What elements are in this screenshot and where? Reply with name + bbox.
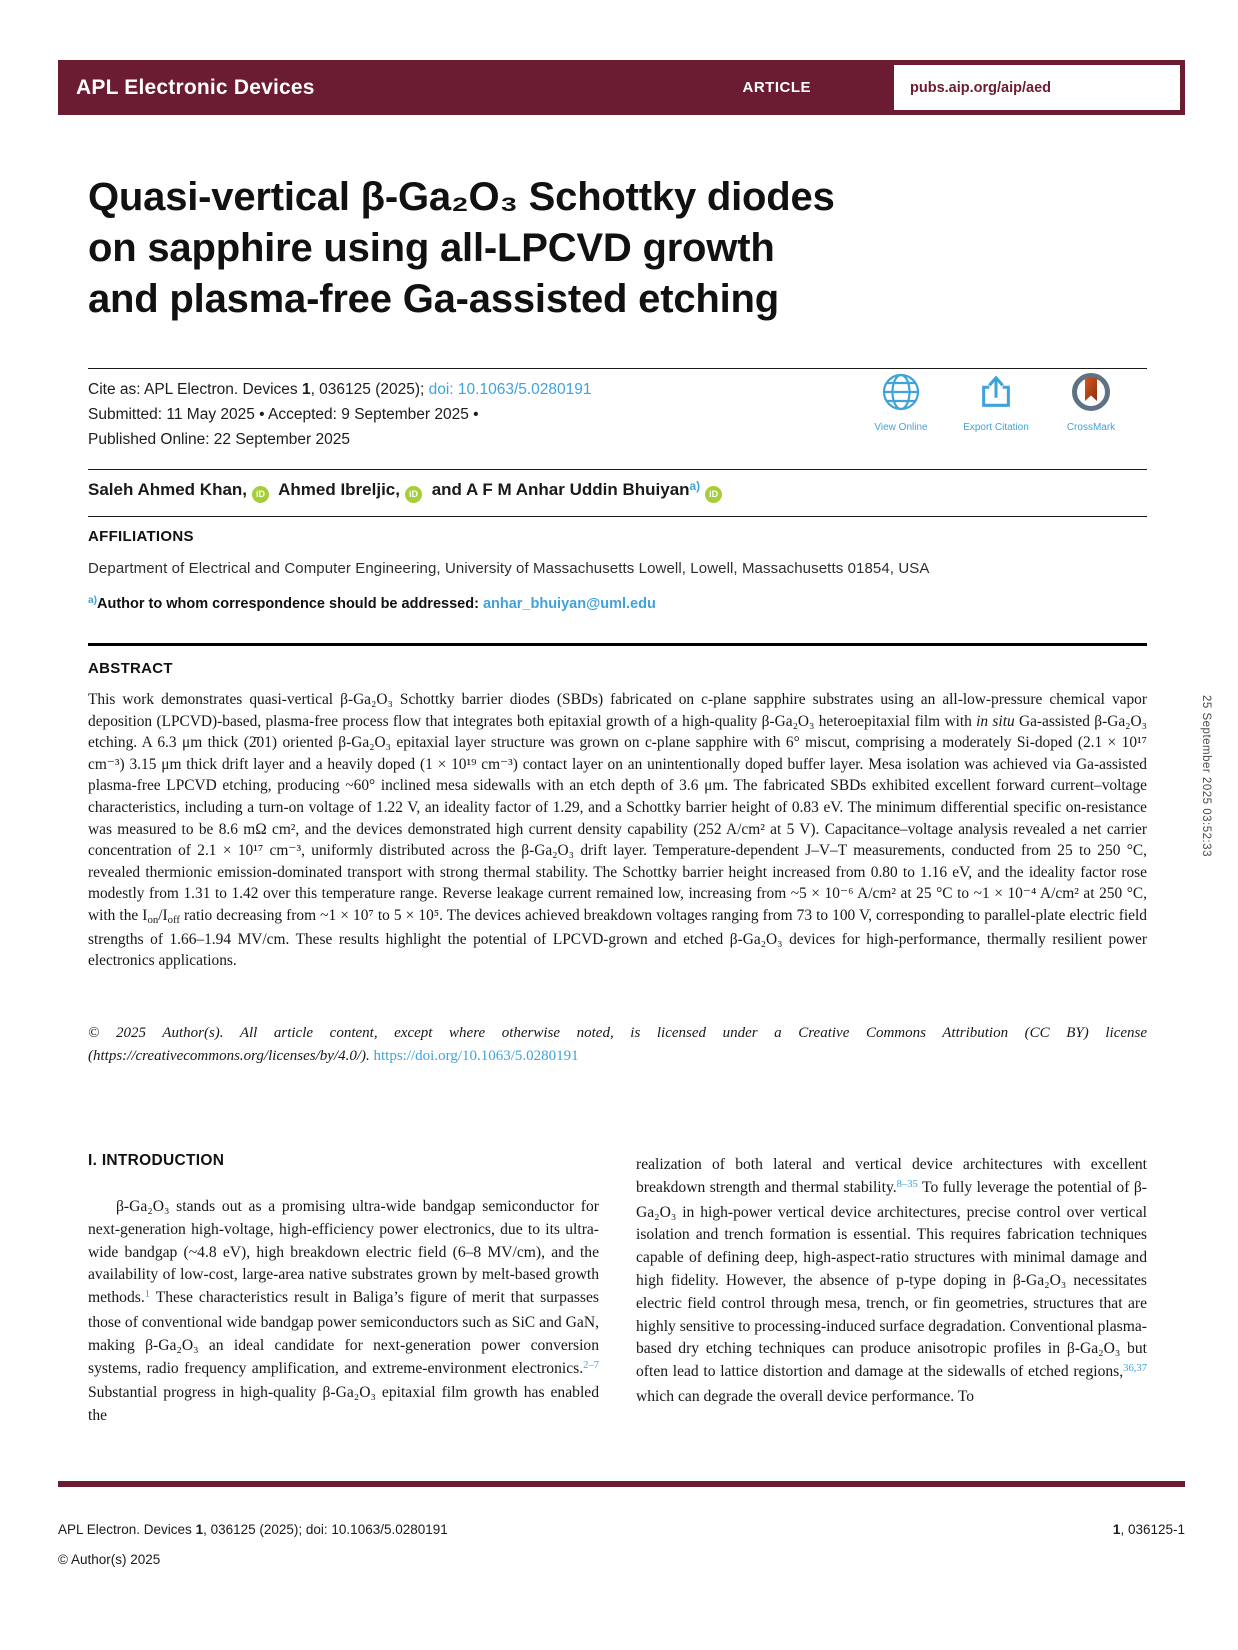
text-segment: , 036125 (2025); doi: 10.1063/5.0280191 — [203, 1522, 448, 1537]
text-segment: Ahmed Ibreljic, — [274, 480, 400, 499]
footer-copyright: © Author(s) 2025 — [58, 1552, 161, 1567]
orcid-icon[interactable]: iD — [252, 486, 269, 503]
dates-line: Submitted: 11 May 2025 • Accepted: 9 September 2025 • — [88, 406, 479, 423]
intro-left-column — [88, 1196, 599, 1428]
export-icon — [977, 372, 1015, 417]
text-segment: Cite as: APL Electron. Devices — [88, 381, 302, 398]
text-segment: 1 — [195, 1522, 204, 1537]
reference-link[interactable]: 36,37 — [1123, 1363, 1147, 1375]
text-segment: , 036125-1 — [1120, 1522, 1185, 1537]
paper-title-line: Quasi-vertical β-Ga₂O₃ Schottky diodes — [88, 175, 835, 219]
footer-page-number — [1113, 1522, 1185, 1537]
affiliation-text: Department of Electrical and Computer Engineering, University of Massachusetts Lowell, Lowell, Massachusetts 01854, USA — [88, 560, 930, 577]
journal-title: APL Electronic Devices — [76, 75, 315, 99]
correspondence-email[interactable]: anhar_bhuiyan@uml.edu — [482, 596, 656, 612]
citation-block — [88, 377, 592, 452]
text-segment: Saleh Ahmed Khan, — [88, 480, 248, 499]
globe-icon — [881, 372, 921, 417]
author-note-marker[interactable]: a) — [689, 478, 701, 493]
text-segment: /I — [158, 906, 168, 924]
affiliations-heading: AFFILIATIONS — [88, 528, 194, 545]
text-segment: off — [167, 913, 180, 926]
text-segment: Substantial progress in high-quality β-Ga₂O₃ epitaxial film growth has enabled the — [88, 1384, 599, 1425]
view-online-label: View Online — [874, 422, 928, 433]
doi-link[interactable]: doi: 10.1063/5.0280191 — [428, 381, 592, 398]
text-segment: β-Ga₂O₃ stands out as a promising ultra-wide bandgap semiconductor for next-generation high-voltage, high-efficiency power electronics, due to its ultra-wide bandgap (~4.8 eV), high breakdown electric field (6–8 MV/cm), and the availability of low-cost, large-area native substrates grown by melt-based growth methods. — [88, 1198, 599, 1307]
footer-line — [58, 1522, 1185, 1537]
text-segment: in situ — [976, 712, 1015, 730]
text-segment: on — [147, 913, 159, 926]
text-segment: To fully leverage the potential of β-Ga₂O₃ in high-power vertical device architectures, precise control over vertical isolation and trench formation is essential. This requires fabrication techniques capable of defining deep, high-aspect-ratio structures with minimal damage and high fidelity. However, the absence of p-type doping in β-Ga₂O₃ necessitates electric field control through mesa, trench, or fin geometries, structures that are highly sensitive to processing-induced surface degradation. Conventional plasma-based dry etching techniques can produce anisotropic profiles in β-Ga₂O₃ but often lead to lattice distortion and damage at the sidewalls of etched regions, — [636, 1178, 1147, 1381]
text-segment: 1 — [301, 381, 311, 398]
crossmark-label: CrossMark — [1066, 422, 1116, 433]
text-segment: and A F M Anhar Uddin Bhuiyan — [426, 480, 690, 499]
article-type-badge: ARTICLE — [742, 79, 811, 96]
text-segment: Ga-assisted β-Ga₂O₃ etching. A 6.3 μm thick (2̄01) oriented β-Ga₂O₃ epitaxial layer structure was grown on c-plane sapphire with 6° miscut, comprising a moderately Si-doped (2.1 × 10¹⁷ cm⁻³) 3.15 μm thick drift layer and a heavily doped (1 × 10¹⁹ cm⁻³) contact layer on an unintentionally doped buffer layer. Mesa isolation was achieved via Ga-assisted plasma-free LPCVD etching, producing ~60° inclined mesa sidewalls with an etch depth of 3.6 μm. The fabricated SBDs exhibited excellent forward current–voltage characteristics, including a turn-on voltage of 1.22 V, an ideality factor of 1.29, and a Schottky barrier height of 0.83 eV. The minimum differential specific on-resistance was measured to be 8.6 mΩ cm², and the devices demonstrated high current density capability (252 A/cm² at 5 V). Capacitance–voltage analysis revealed a net carrier concentration of 2.1 × 10¹⁷ cm⁻³, uniformly distributed across the β-Ga₂O₃ drift layer. Temperature-dependent J–V–T measurements, conducted from 25 to 250 °C, revealed thermionic emission-dominated transport with strong thermal stability. The Schottky barrier height increased from 0.80 to 1.16 eV, and the ideality factor rose modestly from 1.31 to 1.42 over this temperature range. Reverse leakage current remained low, increasing from ~5 × 10⁻⁶ A/cm² at 25 °C to ~1 × 10⁻⁴ A/cm² at 250 °C, with the I — [88, 712, 1147, 924]
view-online-button[interactable] — [858, 372, 944, 433]
download-timestamp: 25 September 2025 03:52:33 — [1200, 695, 1212, 857]
text-segment: This work demonstrates quasi-vertical β-Ga₂O₃ Schottky barrier diodes (SBDs) fabricated on c-plane sapphire substrates using an all-low-pressure chemical vapor deposition (LPCVD)-based, plasma-free process flow that integrates both epitaxial growth of a high-quality β-Ga₂O₃ heteroepitaxial film with — [88, 691, 1147, 730]
publisher-url[interactable]: pubs.aip.org/aip/aed — [910, 79, 1051, 96]
intro-right-column — [636, 1154, 1147, 1409]
text-segment: which can degrade the overall device performance. To — [636, 1387, 975, 1405]
published-line: Published Online: 22 September 2025 — [88, 431, 350, 448]
header-banner — [58, 60, 1185, 115]
text-segment: APL Electron. Devices — [58, 1522, 196, 1537]
reference-link[interactable]: 1 — [144, 1289, 151, 1301]
orcid-icon[interactable]: iD — [705, 486, 722, 503]
text-segment: ratio decreasing from ~1 × 10⁷ to 5 × 10⁵. The devices achieved breakdown voltages ranging from 73 to 100 V, corresponding to parallel-plate electric field strengths of 1.66–1.94 MV/cm. These results highlight the potential of LPCVD-grown and etched β-Ga₂O₃ devices for high-performance, thermally resilient power electronics applications. — [88, 906, 1147, 970]
crossmark-button[interactable] — [1048, 372, 1134, 433]
divider — [88, 643, 1147, 646]
footer-bar — [58, 1481, 1185, 1487]
abstract-heading: ABSTRACT — [88, 660, 173, 677]
footer-citation — [58, 1522, 448, 1537]
license-doi-link[interactable]: https://doi.org/10.1063/5.0280191 — [373, 1048, 579, 1064]
cite-line — [88, 377, 592, 402]
action-icons-row — [858, 372, 1134, 433]
author-note-marker[interactable]: a) — [88, 595, 98, 607]
divider — [88, 368, 1147, 369]
orcid-icon[interactable]: iD — [405, 486, 422, 503]
reference-link[interactable]: 2–7 — [583, 1359, 599, 1371]
correspondence-note — [88, 596, 656, 612]
reference-link[interactable]: 8–35 — [896, 1179, 918, 1191]
text-segment: These characteristics result in Baliga’s figure of merit that surpasses those of conventional wide bandgap power semiconductors such as SiC and GaN, making β-Ga₂O₃ an ideal candidate for next-generation power conversion systems, radio frequency amplification, and extreme-environment electronics. — [88, 1289, 599, 1377]
text-segment: realization of both lateral and vertical device architectures with excellent breakdown strength and thermal stability. — [636, 1156, 1147, 1196]
export-citation-label: Export Citation — [963, 422, 1029, 433]
text-segment: © 2025 Author(s). All article content, except where otherwise noted, is licensed under a Creative Commons Attribution (CC BY) license (https://creativecommons.org/licenses/by/4.0/). — [88, 1025, 1147, 1064]
text-segment: Author to whom correspondence should be addressed: — [97, 596, 483, 612]
authors-line — [88, 480, 727, 503]
export-citation-button[interactable] — [953, 372, 1039, 433]
paper-title-line: and plasma-free Ga-assisted etching — [88, 277, 780, 321]
paper-title-line: on sapphire using all-LPCVD growth — [88, 226, 775, 270]
license-text — [88, 1022, 1147, 1068]
text-segment: 1 — [1112, 1522, 1121, 1537]
abstract-text — [88, 689, 1147, 972]
divider — [88, 469, 1147, 470]
publisher-url-box[interactable] — [889, 60, 1185, 115]
text-segment: , 036125 (2025); — [310, 381, 429, 398]
crossmark-icon — [1071, 372, 1111, 417]
paper-title — [88, 172, 835, 325]
section-heading-introduction: I. INTRODUCTION — [88, 1152, 225, 1169]
divider — [88, 516, 1147, 517]
